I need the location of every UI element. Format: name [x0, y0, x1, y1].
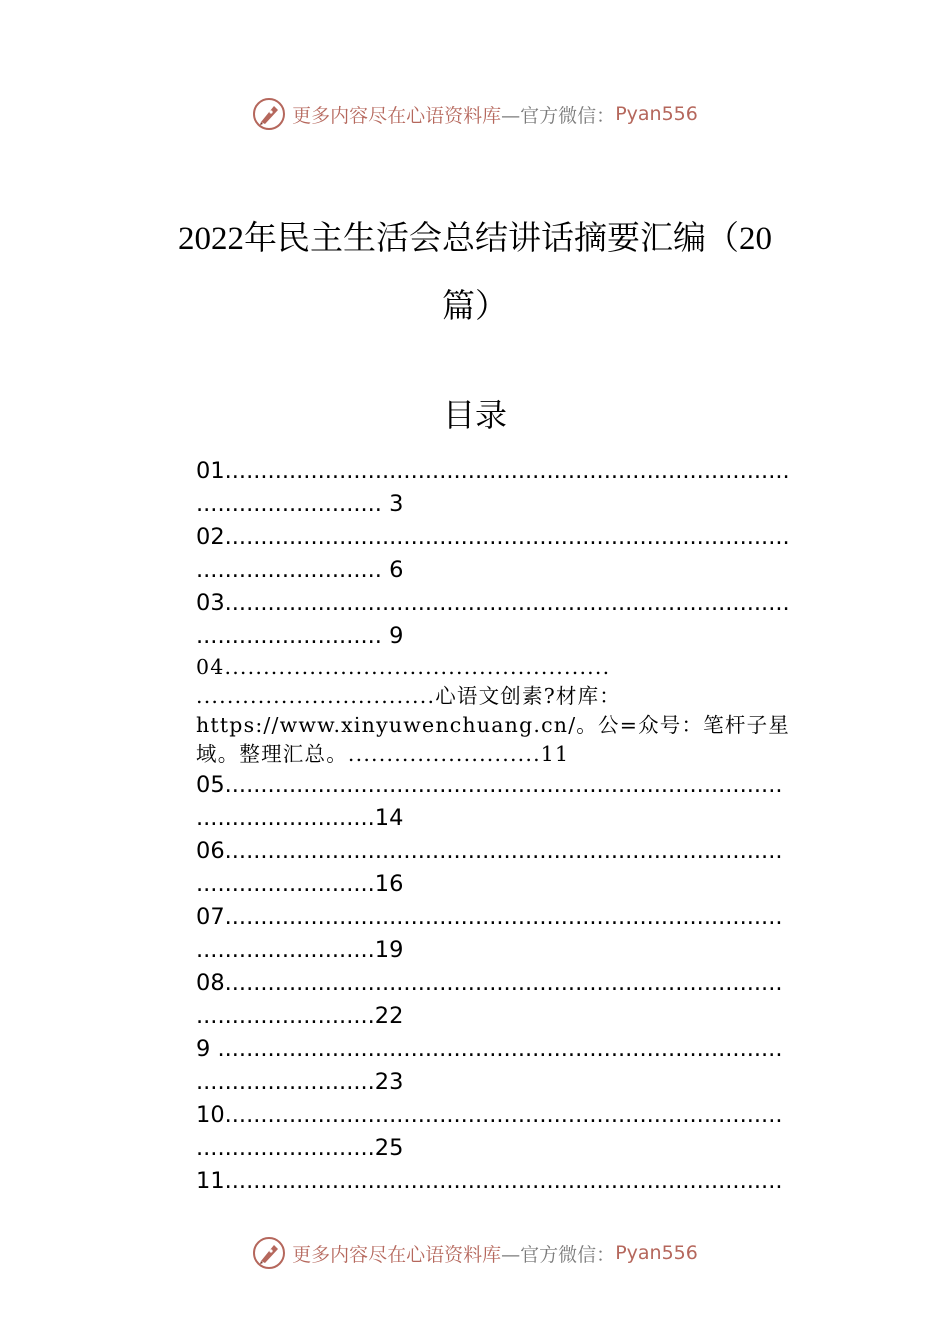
table-of-contents	[196, 455, 842, 1198]
toc-entry-04-line-4[interactable]: 域。整理汇总。.........................11	[196, 742, 570, 766]
banner-main-text: 更多内容尽在心语资料库	[292, 1243, 502, 1266]
toc-entry-04-line-1[interactable]: 04..................................................	[196, 655, 611, 679]
header-watermark-banner	[0, 94, 950, 134]
toc-entry-10-line-2[interactable]: .........................25	[196, 1135, 404, 1161]
footer-watermark-banner	[0, 1233, 950, 1273]
banner-main-text: 更多内容尽在心语资料库	[292, 104, 502, 127]
toc-entry-05-line-1[interactable]: 05..............................................................................	[196, 772, 783, 798]
toc-entry-07-line-1[interactable]: 07..............................................................................	[196, 904, 783, 930]
banner-dash-text: —官方微信：	[501, 1243, 616, 1266]
toc-entry-09-line-1[interactable]: 9 ...............................................................................	[196, 1036, 783, 1062]
toc-entry-05-line-2[interactable]: .........................14	[196, 805, 404, 831]
toc-entry-11-line-1[interactable]: 11..............................................................................	[196, 1168, 783, 1194]
toc-entry-10-line-1[interactable]: 10..............................................................................	[196, 1102, 783, 1128]
toc-entry-04-line-3[interactable]: https://www.xinyuwenchuang.cn/。公=众号：笔杆子星	[196, 713, 790, 737]
banner-dash-text: —官方微信：	[501, 104, 616, 127]
toc-entry-03-line-1[interactable]: 03...............................................................................	[196, 590, 790, 616]
toc-entry-02-line-2[interactable]: .......................... 6	[196, 557, 404, 583]
toc-heading: 目录	[442, 396, 507, 434]
toc-entry-06-line-1[interactable]: 06..............................................................................	[196, 838, 783, 864]
banner-wechat-id: Pyan556	[615, 103, 698, 125]
document-title-line-1: 2022年民主生活会总结讲话摘要汇编（20	[178, 221, 772, 257]
toc-entry-02-line-1[interactable]: 02...............................................................................	[196, 524, 790, 550]
document-title-line-2: 篇）	[442, 289, 508, 325]
toc-entry-08-line-1[interactable]: 08..............................................................................	[196, 970, 783, 996]
toc-entry-04-line-2[interactable]: ...............................心语文创素?材库：	[196, 684, 621, 708]
toc-entry-06-line-2[interactable]: .........................16	[196, 871, 404, 897]
toc-entry-01-line-2[interactable]: .......................... 3	[196, 491, 404, 517]
toc-entry-07-line-2[interactable]: .........................19	[196, 937, 404, 963]
toc-entry-03-line-2[interactable]: .......................... 9	[196, 623, 404, 649]
banner-wechat-id: Pyan556	[615, 1242, 698, 1264]
toc-entry-09-line-2[interactable]: .........................23	[196, 1069, 404, 1095]
toc-entry-01-line-1[interactable]: 01...............................................................................	[196, 458, 790, 484]
pen-nib-logo-icon	[252, 97, 286, 131]
pen-nib-logo-icon	[252, 1236, 286, 1270]
toc-entry-08-line-2[interactable]: .........................22	[196, 1003, 404, 1029]
